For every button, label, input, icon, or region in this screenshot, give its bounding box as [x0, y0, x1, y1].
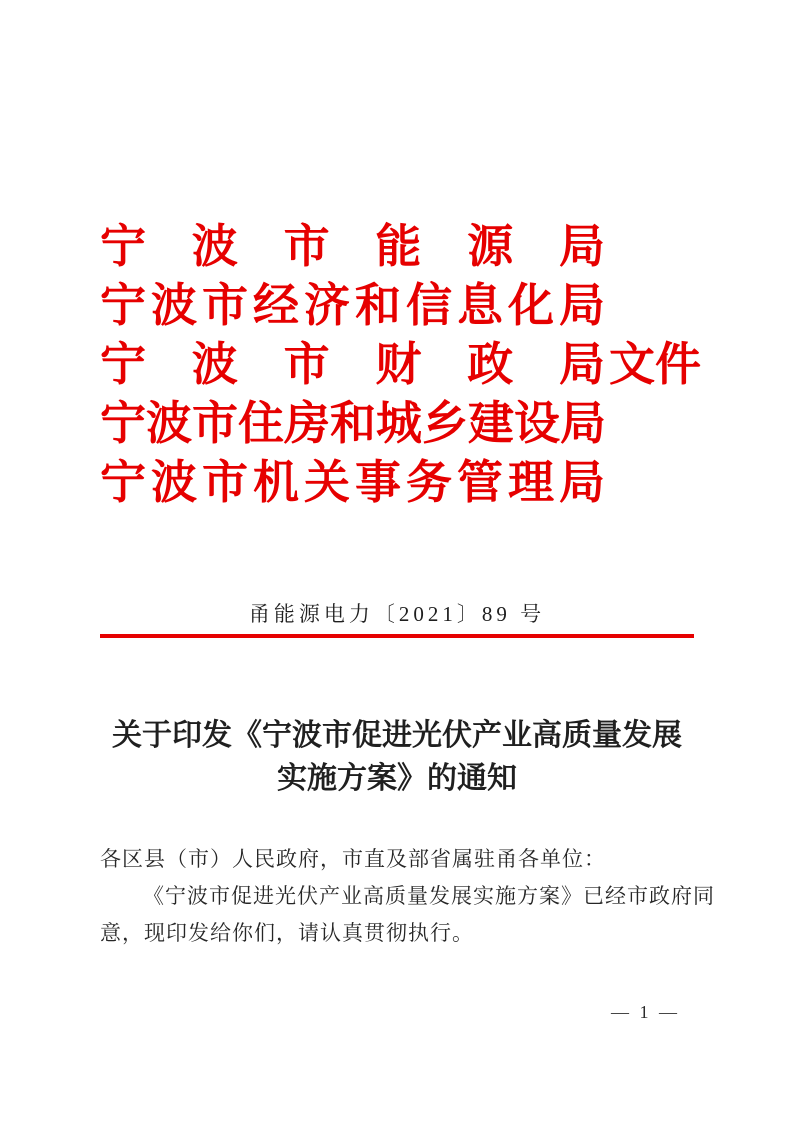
red-divider-line [100, 634, 694, 638]
letterhead-row-4 [100, 394, 720, 453]
document-title-line-1: 关于印发《宁波市促进光伏产业高质量发展 [112, 719, 682, 752]
salutation-line: 各区县（市）人民政府，市直及部省属驻甬各单位： [100, 847, 606, 871]
department-name-energy-bureau: 宁 波 市 能 源 局 [100, 220, 605, 272]
document-title [0, 714, 794, 800]
letterhead-row-1 [100, 217, 720, 276]
paragraph-line-2: 意，现印发给你们，请认真贯彻执行。 [100, 921, 474, 945]
document-letterhead [100, 217, 720, 512]
department-name-economy-information-bureau: 宁 波 市 经 济 和 信 息 化 局 [100, 279, 605, 331]
letterhead-row-5 [100, 453, 720, 512]
document-type-label: 文件 [609, 338, 701, 390]
letterhead-row-3 [100, 335, 720, 394]
department-name-finance-bureau: 宁 波 市 财 政 局 [100, 338, 605, 390]
document-title-line-2: 实施方案》的通知 [277, 762, 517, 795]
letterhead-row-2 [100, 276, 720, 335]
department-name-government-offices-administration: 宁 波 市 机 关 事 务 管 理 局 [100, 456, 605, 508]
department-name-housing-urban-rural-bureau: 宁 波 市 住 房 和 城 乡 建 设 局 [100, 397, 606, 449]
document-body [100, 841, 715, 952]
paragraph-line-1: 《宁波市促进光伏产业高质量发展实施方案》已经市政府同 [143, 884, 715, 908]
document-reference-number: 甬能源电力〔2021〕89 号 [248, 602, 546, 626]
page-number: — 1 — [611, 1002, 680, 1022]
